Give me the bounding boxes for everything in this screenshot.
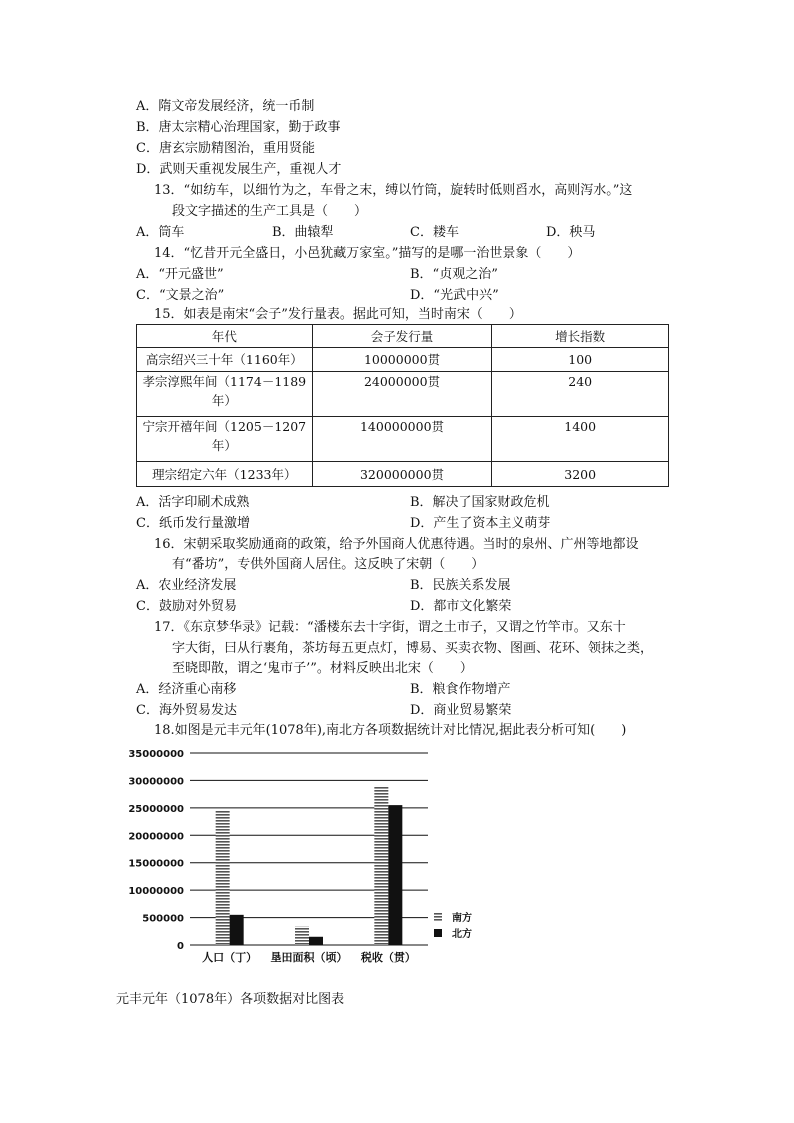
q13-option-c: C．耧车: [410, 225, 459, 240]
bar-北方: [230, 915, 244, 945]
q14-stem: 14．“忆昔开元全盛日，小邑犹藏万家室。”描写的是哪一治世景象（ ）: [154, 246, 581, 261]
table-header-cell: 年代: [137, 325, 313, 348]
x-tick-label: 人口（丁）: [202, 951, 258, 964]
q14-option-d: D．“光武中兴”: [410, 288, 499, 303]
table-cell: 100: [492, 348, 669, 372]
y-tick-label: 35000000: [128, 749, 184, 760]
q12-option-c: C．唐玄宗励精图治，重用贤能: [136, 141, 315, 156]
q17-option-d: D．商业贸易繁荣: [410, 703, 512, 718]
q16-option-d: D．都市文化繁荣: [410, 599, 512, 614]
bar-北方: [388, 805, 402, 945]
table-cell: 3200: [492, 462, 669, 487]
q14-option-a: A．“开元盛世”: [136, 267, 224, 282]
table-cell: 240: [492, 372, 669, 417]
legend-swatch: [434, 913, 442, 921]
y-tick-label: 500000: [142, 913, 184, 925]
q12-option-d: D．武则天重视发展生产，重视人才: [136, 162, 342, 177]
table-cell: 高宗绍兴三十年（1160年）: [137, 348, 313, 372]
table-cell: 140000000贯: [312, 417, 492, 462]
y-tick-label: 0: [177, 941, 184, 952]
q17-stem-line2: 字大街，曰从行裹角，茶坊每五更点灯，博易、买卖衣物、图画、花环、领抹之类，: [172, 641, 654, 656]
y-tick-label: 30000000: [128, 776, 184, 788]
table-header-cell: 会子发行量: [312, 325, 492, 348]
y-tick-label: 20000000: [128, 831, 184, 843]
table-cell: 宁宗开禧年间（1205－1207年）: [137, 417, 313, 462]
y-tick-label: 15000000: [128, 858, 184, 870]
q14-option-c: C．“文景之治”: [136, 288, 225, 303]
q17-option-b: B．粮食作物增产: [410, 682, 511, 697]
bar-南方: [216, 811, 230, 945]
y-tick-label: 10000000: [128, 886, 184, 898]
q18-stem: 18.如图是元丰元年(1078年),南北方各项数据统计对比情况,据此表分析可知( ): [154, 723, 627, 738]
q16-option-b: B．民族关系发展: [410, 578, 511, 593]
bar-北方: [309, 937, 323, 945]
q15-table: [136, 324, 669, 487]
q13-option-b: B．曲辕犁: [272, 225, 334, 240]
chart-caption: 元丰元年（1078年）各项数据对比图表: [116, 992, 345, 1007]
q16-option-a: A．农业经济发展: [136, 578, 237, 593]
q12-option-a: A．隋文帝发展经济，统一币制: [136, 99, 315, 114]
x-tick-label: 税收（贯）: [360, 951, 416, 964]
q13-option-d: D．秧马: [546, 225, 596, 240]
q18-bar-chart: [120, 745, 500, 970]
q17-stem-line3: 至晓即散，谓之‘鬼市子’”。材料反映出北宋（ ）: [172, 661, 473, 676]
table-cell: 10000000贯: [312, 348, 492, 372]
bar-南方: [295, 926, 309, 945]
chart-legend: [434, 911, 472, 940]
table-header-row: [137, 325, 669, 348]
q13-stem-line1: 13．“如纺车，以细竹为之，车骨之末，缚以竹筒，旋转时低则舀水，高则泻水。”这: [154, 183, 633, 198]
q15-option-d: D．产生了资本主义萌芽: [410, 516, 551, 531]
y-tick-label: 25000000: [128, 803, 184, 815]
q15-option-b: B．解决了国家财政危机: [410, 495, 550, 510]
table-cell: 理宗绍定六年（1233年）: [137, 462, 313, 487]
chart-y-axis: [128, 749, 184, 952]
table-row: [137, 348, 669, 372]
q14-option-b: B．“贞观之治”: [410, 267, 498, 282]
table-cell: 1400: [492, 417, 669, 462]
q12-option-b: B．唐太宗精心治理国家，勤于政事: [136, 120, 341, 135]
q15-option-c: C．纸币发行量激增: [136, 516, 250, 531]
q17-stem-line1: 17．《东京梦华录》记载：“潘楼东去十字街，谓之土市子，又谓之竹竿市。又东十: [154, 620, 626, 635]
table-header-cell: 增长指数: [492, 325, 669, 348]
table-cell: 孝宗淳熙年间（1174－1189年）: [137, 372, 313, 417]
q16-stem-line1: 16．宋朝采取奖励通商的政策，给予外国商人优惠待遇。当时的泉州、广州等地都设: [154, 537, 639, 552]
q13-stem-line2: 段文字描述的生产工具是（ ）: [172, 204, 368, 219]
q16-stem-line2: 有“番坊”，专供外国商人居住。这反映了宋朝（ ）: [172, 557, 485, 572]
bar-南方: [374, 786, 388, 945]
table-cell: 320000000贯: [312, 462, 492, 487]
q17-option-a: A．经济重心南移: [136, 682, 237, 697]
q15-stem: 15．如表是南宋“会子”发行量表。据此可知，当时南宋（ ）: [154, 307, 522, 322]
legend-swatch: [434, 929, 442, 937]
table-row: [137, 462, 669, 487]
x-tick-label: 垦田面积（顷）: [270, 951, 348, 964]
table-row: [137, 372, 669, 417]
q13-option-a: A．筒车: [136, 225, 185, 240]
chart-bars: [216, 786, 403, 945]
table-cell: 24000000贯: [312, 372, 492, 417]
legend-label: 北方: [452, 929, 472, 940]
q17-option-c: C．海外贸易发达: [136, 703, 237, 718]
table-row: [137, 417, 669, 462]
legend-label: 南方: [452, 913, 472, 924]
chart-x-axis: [202, 950, 416, 964]
q15-option-a: A．活字印刷术成熟: [136, 495, 250, 510]
q16-option-c: C．鼓励对外贸易: [136, 599, 237, 614]
